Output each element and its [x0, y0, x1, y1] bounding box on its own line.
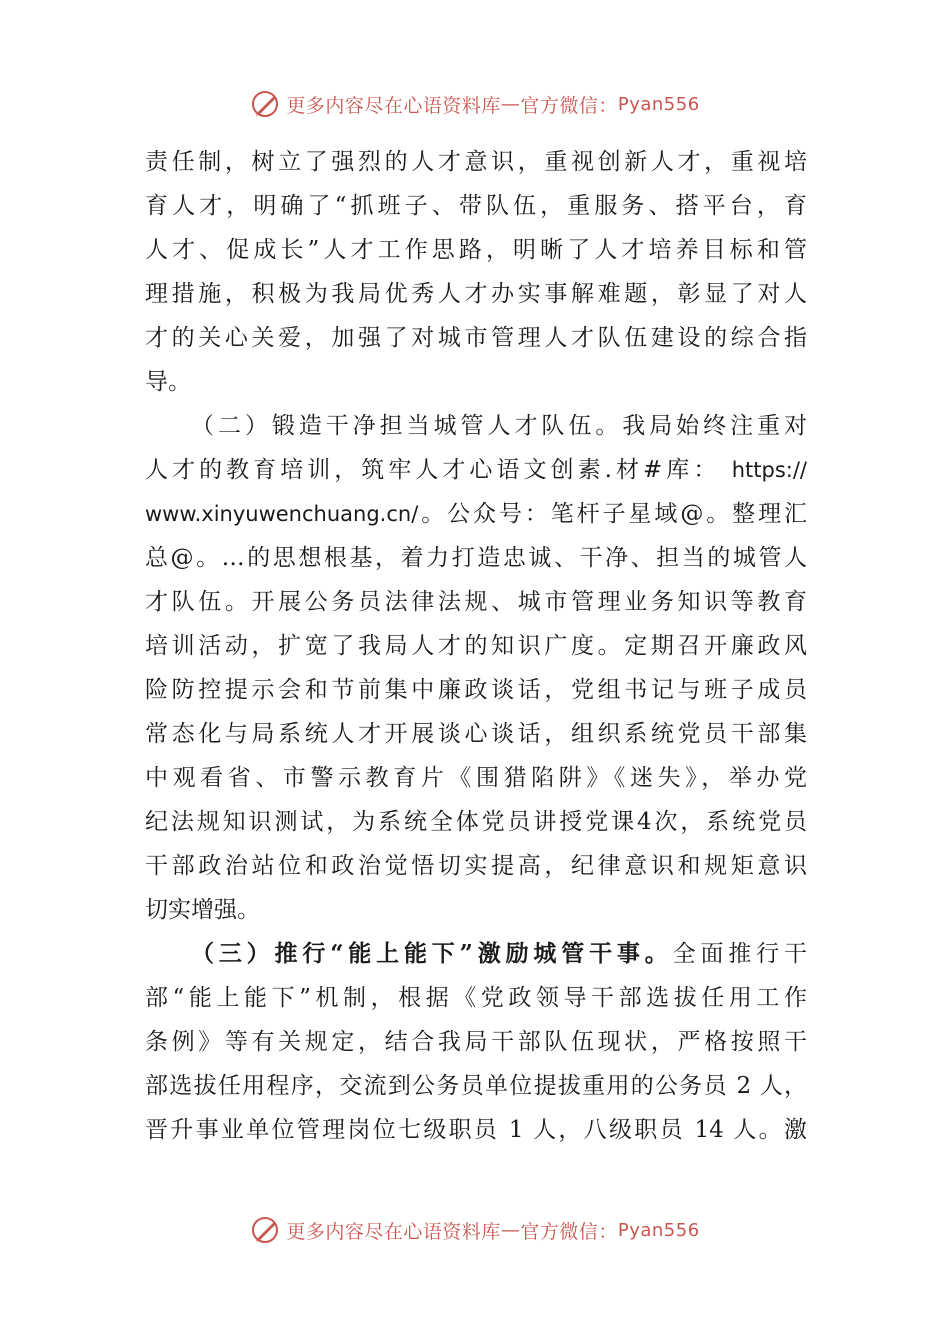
- text-line: 晋升事业单位管理岗位七级职员 1 人，八级职员 14 人。激: [145, 1117, 807, 1143]
- watermark-main-text: 更多内容尽在心语资料库: [286, 94, 501, 117]
- url-segment: www.xinyuwenchuang.cn/: [145, 502, 419, 526]
- footer-watermark: [0, 1210, 950, 1250]
- text-line: 总@。…的思想根基，着力打造忠诚、干净、担当的城管人: [145, 545, 807, 571]
- text-line: 责任制，树立了强烈的人才意识，重视创新人才，重视培: [145, 149, 807, 175]
- text-line: 部“能上能下”机制，根据《党政领导干部选拔任用工作: [145, 985, 807, 1011]
- pen-logo-icon: [250, 88, 282, 120]
- text-line: （二）锻造干净担当城管人才队伍。我局始终注重对: [191, 413, 807, 439]
- watermark-wechat-id: Pyan556: [617, 93, 700, 115]
- text-line: 人才、促成长”人才工作思路，明晰了人才培养目标和管: [145, 237, 807, 263]
- text-line: [145, 932, 807, 976]
- text-line: 才的关心关爱，加强了对城市管理人才队伍建设的综合指: [145, 325, 807, 351]
- watermark-official-label: 官方微信：: [520, 94, 618, 117]
- text-line: 切实增强。: [145, 897, 260, 923]
- text-line: 部选拔任用程序，交流到公务员单位提拔重用的公务员 2 人，: [145, 1073, 807, 1099]
- watermark-dash: —: [500, 93, 521, 115]
- text-segment: 全面推行干: [672, 941, 807, 967]
- text-line: [145, 448, 807, 492]
- watermark-dash: —: [500, 1219, 521, 1241]
- document-body: [145, 140, 807, 1152]
- text-line: 中观看省、市警示教育片《围猎陷阱》《迷失》，举办党: [145, 765, 807, 791]
- header-watermark: [0, 84, 950, 124]
- text-line: 纪法规知识测试，为系统全体党员讲授党课4次，系统党员: [145, 809, 807, 835]
- text-line: 干部政治站位和政治觉悟切实提高，纪律意识和规矩意识: [145, 853, 807, 879]
- text-line: 条例》等有关规定，结合我局干部队伍现状，严格按照干: [145, 1029, 807, 1055]
- text-line: 才队伍。开展公务员法律法规、城市管理业务知识等教育: [145, 589, 807, 615]
- section-heading: （三）推行“能上能下”激励城管干事。: [191, 940, 673, 967]
- text-line: [145, 492, 807, 536]
- text-line: 险防控提示会和节前集中廉政谈话，党组书记与班子成员: [145, 677, 807, 703]
- text-line: 常态化与局系统人才开展谈心谈话，组织系统党员干部集: [145, 721, 807, 747]
- text-segment: 。公众号：笔杆子星域@。整理汇: [418, 501, 807, 527]
- text-line: 导。: [145, 369, 191, 395]
- watermark-main-text: 更多内容尽在心语资料库: [286, 1220, 501, 1243]
- text-line: 育人才，明确了“抓班子、带队伍，重服务、搭平台，育: [145, 193, 807, 219]
- text-segment: 人才的教育培训，筑牢人才心语文创素.材#库：: [145, 457, 721, 483]
- pen-logo-icon: [250, 1214, 282, 1246]
- url-segment: https://: [731, 458, 808, 482]
- watermark-wechat-id: Pyan556: [617, 1219, 700, 1241]
- text-line: 培训活动，扩宽了我局人才的知识广度。定期召开廉政风: [145, 633, 807, 659]
- watermark-official-label: 官方微信：: [520, 1220, 618, 1243]
- text-line: 理措施，积极为我局优秀人才办实事解难题，彰显了对人: [145, 281, 807, 307]
